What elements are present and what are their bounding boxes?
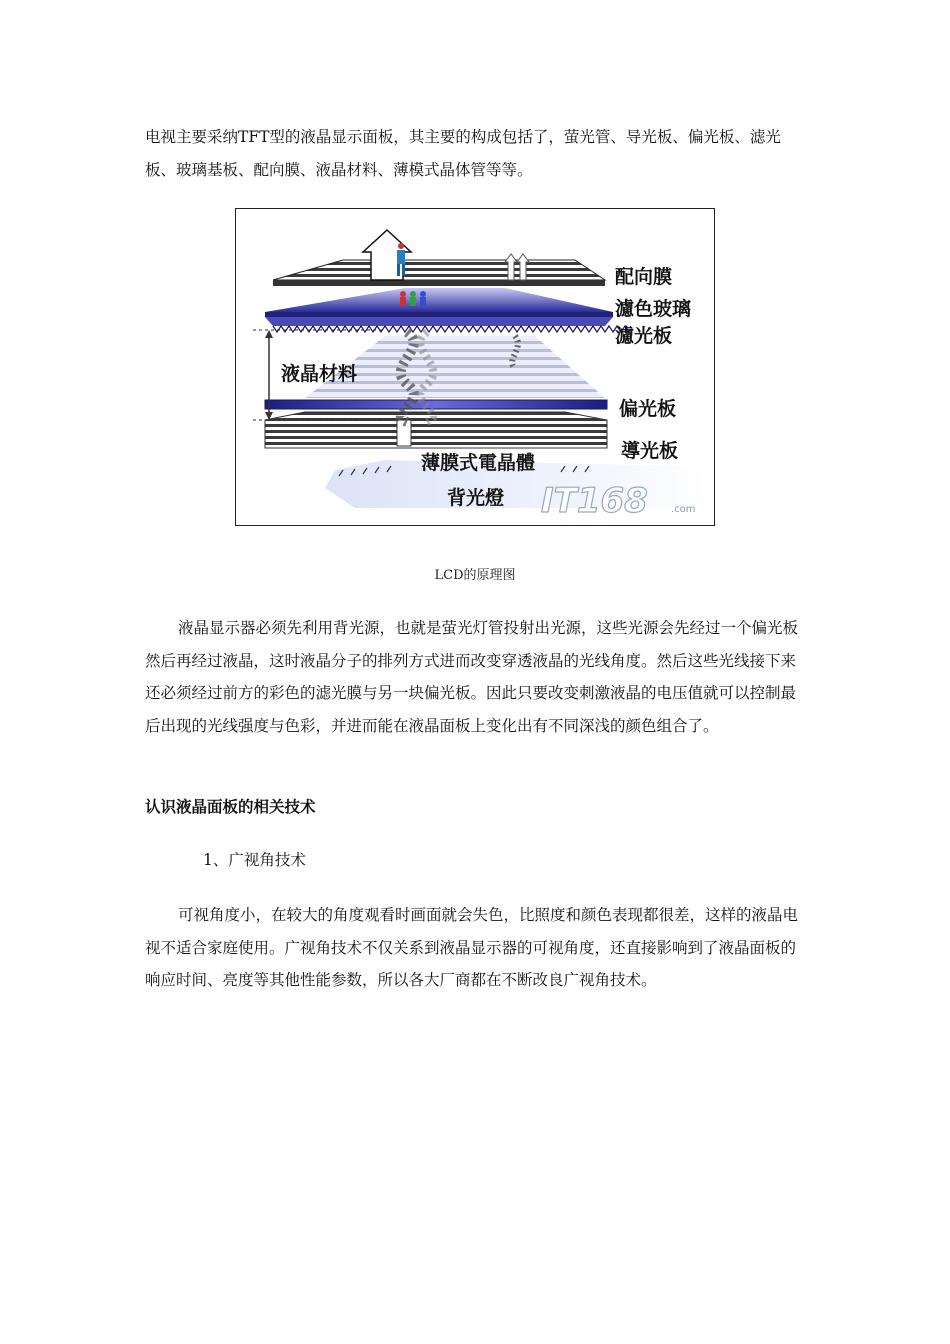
watermark-suffix: .com — [671, 504, 696, 515]
body-paragraph-2: 可视角度小，在较大的角度观看时画面就会失色，比照度和颜色表现都很差，这样的液晶电视不适合家庭使用。广视角技术不仅关系到液晶显示器的可视角度，还直接影响到了液晶面板的响应时间、亮度等其他性能参数，所以各大厂商都在不断改良广视角技术。 — [145, 906, 799, 989]
lcd-diagram — [235, 208, 715, 526]
label-color-glass: 濾色玻璃 — [615, 298, 692, 320]
lcd-diagram-figure — [235, 208, 715, 526]
subsection-heading: 1、广视角技术 — [203, 851, 306, 869]
label-light-guide: 導光板 — [621, 440, 679, 462]
label-alignment-film: 配向膜 — [615, 266, 673, 288]
watermark-text: IT168 — [541, 481, 648, 521]
intro-paragraph: 电视主要采纳TFT型的液晶显示面板，其主要的构成包括了，萤光管、导光板、偏光板、滤光板、玻璃基板、配向膜、液晶材料、薄模式晶体管等等。 — [145, 128, 781, 179]
label-liquid-crystal: 液晶材料 — [281, 363, 358, 385]
label-polarizer: 偏光板 — [619, 398, 677, 420]
label-tft: 薄膜式電晶體 — [421, 452, 536, 474]
figure-caption: LCD的原理图 — [434, 568, 516, 583]
label-backlight: 背光燈 — [447, 487, 505, 509]
color-people-icon — [400, 291, 426, 306]
section-heading: 认识液晶面板的相关技术 — [145, 797, 316, 816]
label-filter: 濾光板 — [615, 325, 673, 347]
body-paragraph-1: 液晶显示器必须先利用背光源，也就是萤光灯管投射出光源，这些光源会先经过一个偏光板然后再经过液晶，这时液晶分子的排列方式进而改变穿透液晶的光线角度。然后这些光线接下来还必须经过前方的彩色的滤光膜与另一块偏光板。因此只要改变刺激液晶的电压值就可以控制最后出现的光线强度与色彩，并进而能在液晶面板上变化出有不同深浅的颜色组合了。 — [145, 619, 799, 735]
